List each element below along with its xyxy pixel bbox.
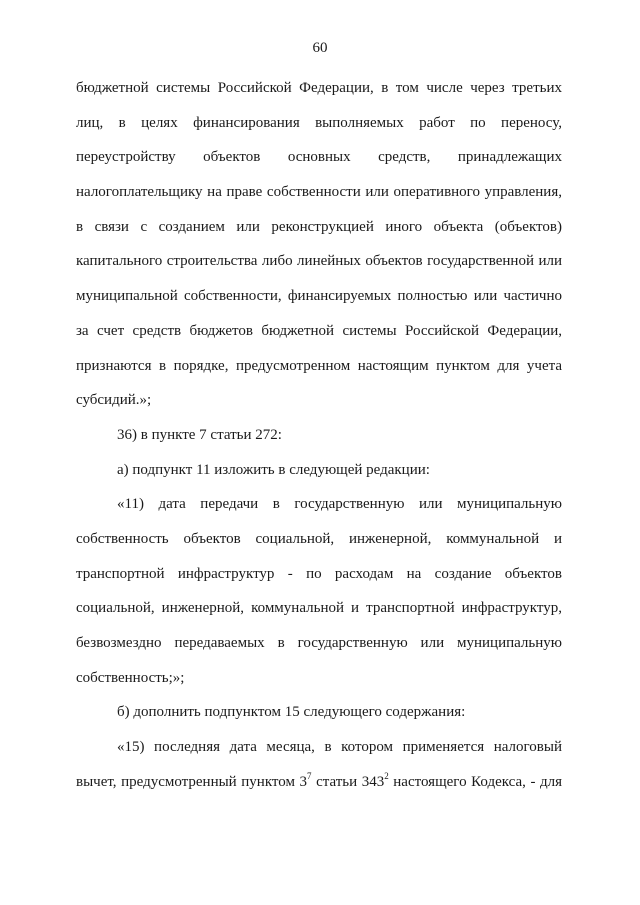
text-fragment: статьи 343: [311, 773, 385, 790]
text-line: «11) дата передачи в государственную или муниципальную: [117, 496, 562, 513]
text-line: лиц, в целях финансирования выполняемых работ по переносу,: [76, 114, 562, 131]
text-line: собственность;»;: [76, 669, 185, 686]
text-line: муниципальной собственности, финансируемых полностью или частично: [76, 288, 562, 305]
text-line: транспортной инфраструктур - по расходам на создание объектов: [76, 565, 562, 582]
text-line: собственность объектов социальной, инженерной, коммунальной и: [76, 530, 562, 547]
text-line: переустройству объектов основных средств, принадлежащих: [76, 149, 562, 166]
superscript: 7: [307, 770, 312, 781]
text-line: за счет средств бюджетов бюджетной системы Российской Федерации,: [76, 322, 562, 339]
document-body: [76, 71, 562, 799]
text-line: социальной, инженерной, коммунальной и транспортной инфраструктур,: [76, 600, 562, 617]
text-line-with-superscripts: [76, 765, 562, 800]
text-line: а) подпункт 11 изложить в следующей редакции:: [117, 461, 430, 478]
text-line: налогоплательщику на праве собственности или оперативного управления,: [76, 184, 562, 201]
text-line: 36) в пункте 7 статьи 272:: [117, 426, 282, 443]
text-line: капитального строительства либо линейных объектов государственной или: [76, 253, 562, 270]
text-line: признаются в порядке, предусмотренном настоящим пунктом для учета: [76, 357, 562, 374]
text-line: бюджетной системы Российской Федерации, в том числе через третьих: [76, 80, 562, 96]
text-line: субсидий.»;: [76, 392, 152, 409]
text-line: в связи с созданием или реконструкцией иного объекта (объектов): [76, 218, 562, 235]
page-number: 60: [312, 40, 328, 56]
text-fragment: вычет, предусмотренный пунктом 3: [76, 773, 308, 790]
text-line: «15) последняя дата месяца, в котором применяется налоговый: [117, 739, 562, 756]
text-fragment: настоящего Кодекса, - для: [388, 773, 562, 790]
text-line: б) дополнить подпунктом 15 следующего содержания:: [117, 704, 466, 721]
superscript: 2: [384, 770, 389, 781]
text-line: безвозмездно передаваемых в государственную или муниципальную: [76, 635, 562, 651]
